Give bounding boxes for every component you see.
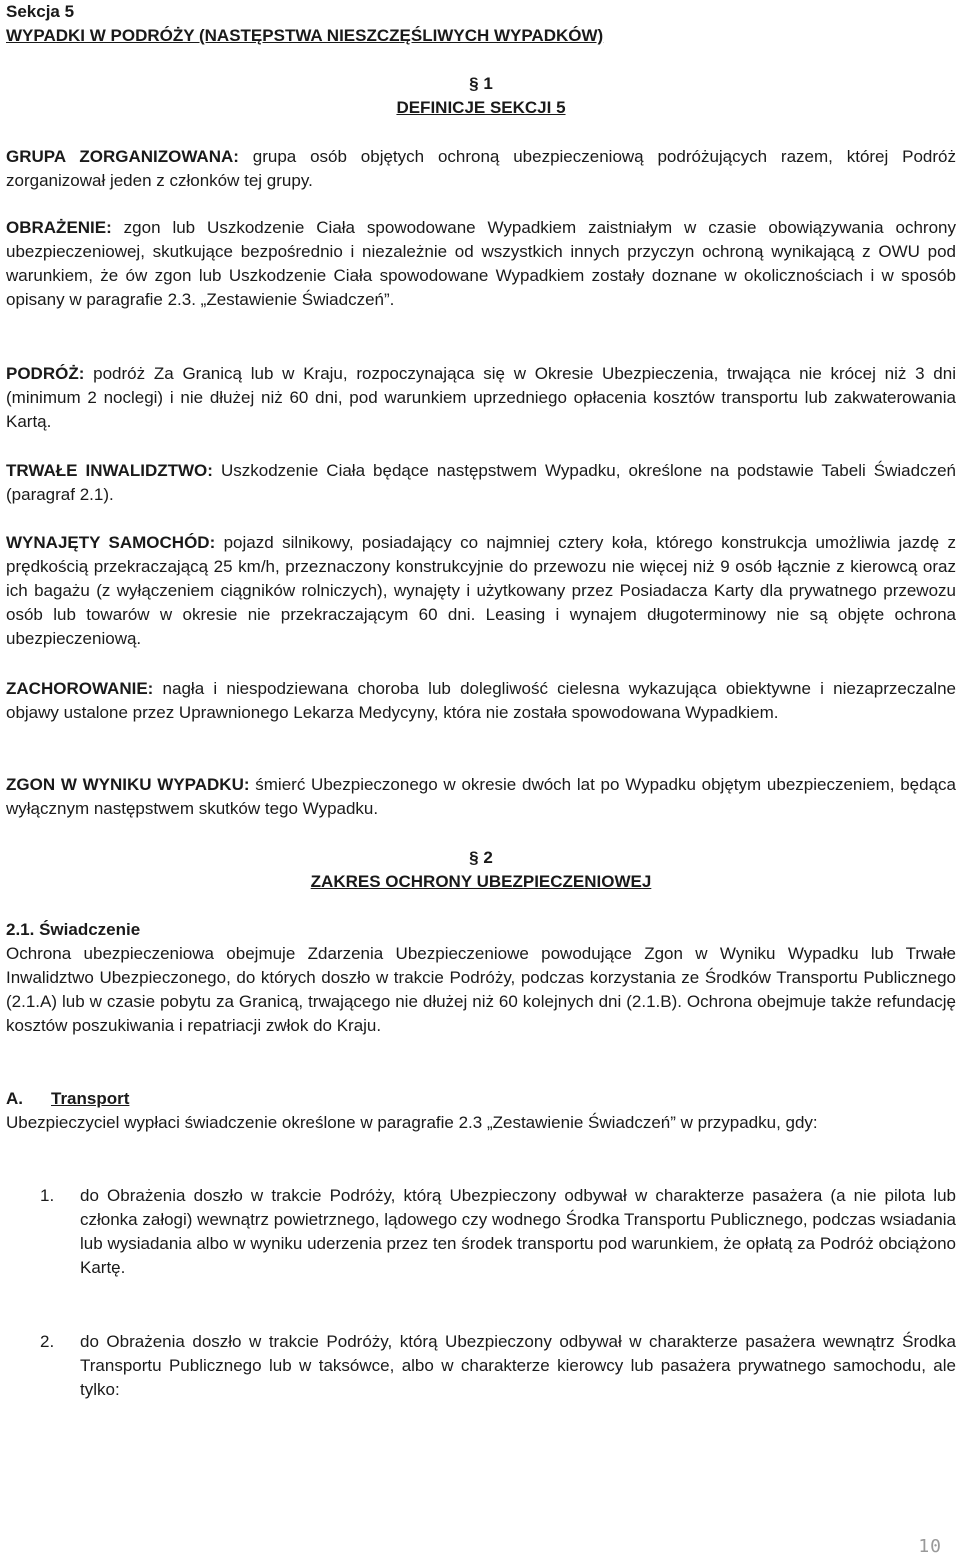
subsection-title: Transport <box>51 1089 130 1108</box>
definition-text: Uszkodzenie Ciała będące następstwem Wypadku, określone na podstawie Tabeli Świadczeń (paragraf 2.1). <box>6 461 956 504</box>
definition-zgon-w-wyniku-wypadku <box>6 773 956 821</box>
subsection-letter: A. <box>6 1089 23 1108</box>
subsection-heading: 2.1. Świadczenie <box>6 920 141 939</box>
list-number: 2. <box>40 1332 55 1351</box>
paragraph-symbol: § 1 <box>469 74 493 93</box>
definition-text: pojazd silnikowy, posiadający co najmniej cztery koła, którego konstrukcja umożliwia jazdę z prędkością przekraczającą 25 km/h, przeznaczony konstrukcyjnie do przewozu nie więcej niż 9 osób łącznie z kierowcą oraz ich bagażu (z wyłączeniem ciągników rolniczych), wynajęty i użytkowany przez Posiadacza Karty dla prywatnego przewozu osób lub towarów w okresie nie przekraczającym 60 dni. Leasing i wynajem długoterminowy nie są objęte ochrona ubezpieczeniową. <box>6 533 956 648</box>
paragraph-symbol: § 2 <box>469 848 493 867</box>
definition-term: ZGON W WYNIKU WYPADKU: <box>6 775 250 794</box>
subsection-text: Ubezpieczyciel wypłaci świadczenie określone w paragrafie 2.3 „Zestawienie Świadczeń” w przypadku, gdy: <box>6 1113 818 1132</box>
paragraph-2-heading <box>6 846 956 894</box>
page-number: 10 <box>918 1536 942 1557</box>
subsection-heading <box>6 1087 956 1111</box>
definition-term: OBRAŻENIE: <box>6 218 112 237</box>
paragraph-title: DEFINICJE SEKCJI 5 <box>396 98 566 117</box>
definition-grupa-zorganizowana <box>6 145 956 193</box>
definition-term: GRUPA ZORGANIZOWANA: <box>6 147 239 166</box>
subsection-2-1 <box>6 918 956 1038</box>
definition-text: grupa osób objętych ochroną ubezpieczeniową podróżujących razem, której Podróż zorganizował jeden z członków tej grupy. <box>6 147 956 190</box>
paragraph-1-heading <box>6 72 956 120</box>
list-text: do Obrażenia doszło w trakcie Podróży, którą Ubezpieczony odbywał w charakterze pasażera (a nie pilota lub członka załogi) wewnątrz powietrznego, lądowego czy wodnego Środka Transportu Publicznego, podczas wsiadania lub wysiadania albo w wyniku uderzenia przez ten środek transportu pod warunkiem, że opłatą za Podróż obciążono Kartę. <box>80 1186 956 1277</box>
list-number: 1. <box>40 1186 55 1205</box>
definition-text: nagła i niespodziewana choroba lub dolegliwość cielesna wykazująca obiektywne i niezaprzeczalne objawy ustalone przez Uprawnionego Lekarza Medycyny, która nie została spowodowana Wypadkiem. <box>6 679 956 722</box>
definition-term: WYNAJĘTY SAMOCHÓD: <box>6 533 216 552</box>
definition-text: śmierć Ubezpieczonego w okresie dwóch lat po Wypadku objętym ubezpieczeniem, będąca wyłącznym następstwem skutków tego Wypadku. <box>6 775 956 818</box>
section-label: Sekcja 5 <box>6 2 75 21</box>
section-title: WYPADKI W PODRÓŻY (NASTĘPSTWA NIESZCZĘŚLIWYCH WYPADKÓW) <box>6 26 604 45</box>
definition-podroz <box>6 362 956 434</box>
section-header <box>6 0 956 48</box>
definition-obrazenie <box>6 216 956 312</box>
definition-text: podróż Za Granicą lub w Kraju, rozpoczynająca się w Okresie Ubezpieczenia, trwająca nie krócej niż 3 dni (minimum 2 noclegi) i nie dłużej niż 60 dni, pod warunkiem uprzedniego opłacenia kosztów transportu lub zakwaterowania Kartą. <box>6 364 956 431</box>
subsection-a-transport <box>6 1087 956 1135</box>
definition-term: ZACHOROWANIE: <box>6 679 154 698</box>
definition-wynajety-samochod <box>6 531 956 651</box>
definition-zachorowanie <box>6 677 956 725</box>
paragraph-title: ZAKRES OCHRONY UBEZPIECZENIOWEJ <box>310 872 652 891</box>
definition-trwale-inwalidztwo <box>6 459 956 507</box>
definition-term: TRWAŁE INWALIDZTWO: <box>6 461 213 480</box>
definition-term: PODRÓŻ: <box>6 364 85 383</box>
definition-text: zgon lub Uszkodzenie Ciała spowodowane Wypadkiem zaistniałym w czasie obowiązywania ochrony ubezpieczeniowej, skutkujące bezpośrednio i niezależnie od wszystkich innych przyczyn ochroną wynikającą z OWU pod warunkiem, że ów zgon lub Uszkodzenie Ciała spowodowane Wypadkiem zostały doznane w okolicznościach i w sposób opisany w paragrafie 2.3. „Zestawienie Świadczeń”. <box>6 218 956 309</box>
subsection-text: Ochrona ubezpieczeniowa obejmuje Zdarzenia Ubezpieczeniowe powodujące Zgon w Wyniku Wypadku lub Trwałe Inwalidztwo Ubezpieczonego, do których doszło w trakcie Podróży, podczas korzystania ze Środków Transportu Publicznego (2.1.A) lub w czasie pobytu za Granicą, trwającego nie dłużej niż 60 kolejnych dni (2.1.B). Ochrona obejmuje także refundację kosztów poszukiwania i repatriacji zwłok do Kraju. <box>6 944 956 1035</box>
list-text: do Obrażenia doszło w trakcie Podróży, którą Ubezpieczony odbywał w charakterze pasażera wewnątrz Środka Transportu Publicznego lub w taksówce, albo w charakterze kierowcy lub pasażera prywatnego samochodu, ale tylko: <box>80 1332 956 1399</box>
